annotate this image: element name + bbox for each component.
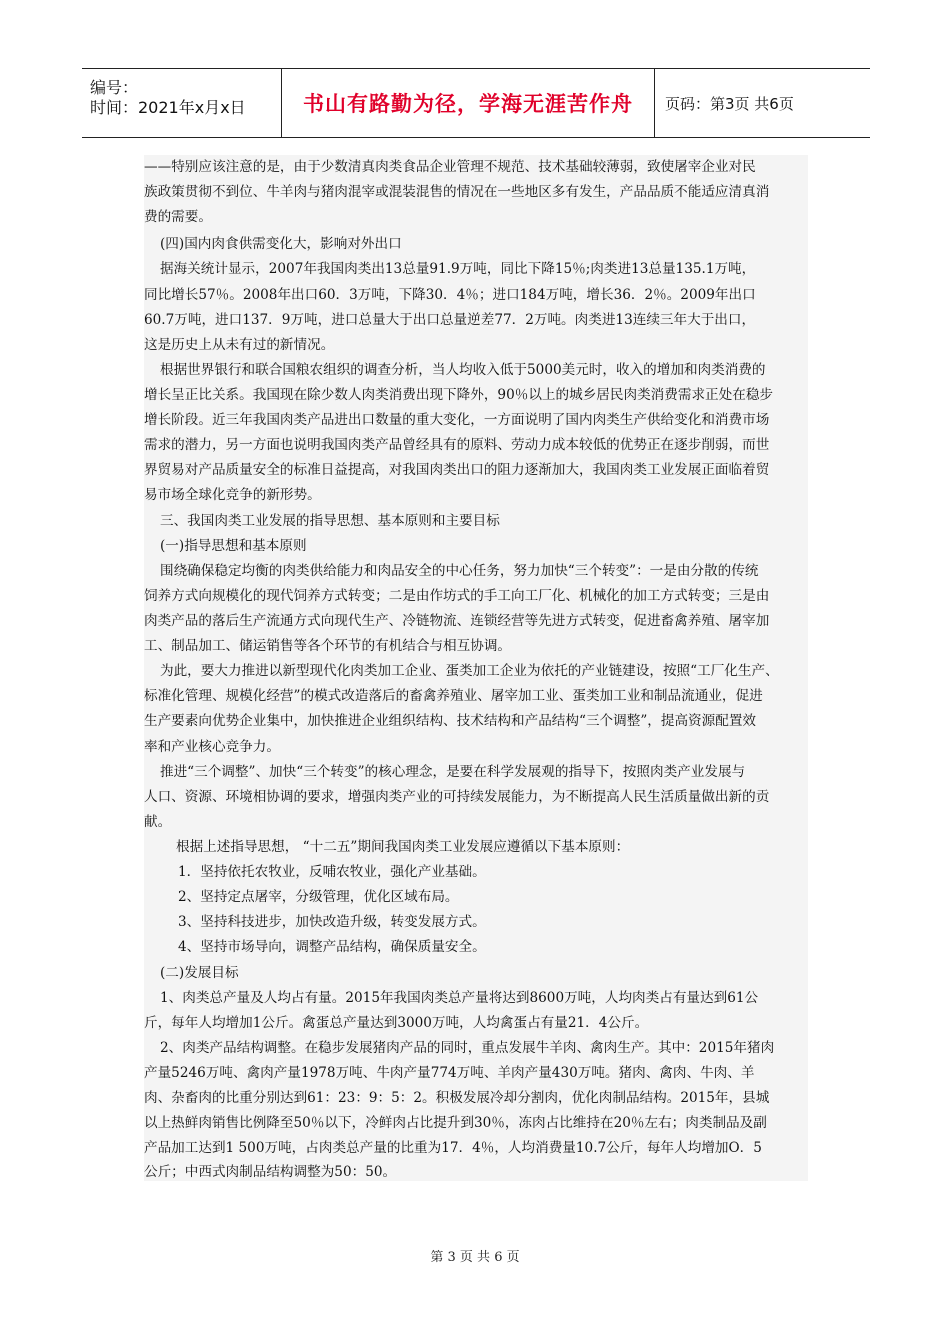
section-heading: (一)指导思想和基本原则 xyxy=(160,538,307,554)
list-item: 2、坚持定点屠宰，分级管理，优化区域布局。 xyxy=(178,889,459,905)
text-line: 饲养方式向规模化的现代饲养方式转变；二是由作坊式的手工向工厂化、机械化的加工方式转变；三是由 xyxy=(144,588,770,604)
text-line: 产品加工达到1 500万吨，占肉类总产量的比重为17．4％，人均消费量10.7公斤，每年人均增加O．5 xyxy=(144,1140,762,1156)
date-label: 时间：2021年x月x日 xyxy=(90,98,246,117)
list-item: 3、坚持科技进步，加快改造升级，转变发展方式。 xyxy=(178,914,486,930)
page-footer: 第 3 页 共 6 页 xyxy=(430,1250,520,1265)
list-item: 1．坚持依托农牧业，反哺农牧业，强化产业基础。 xyxy=(178,864,486,880)
text-line: 需求的潜力，另一方面也说明我国肉类产品曾经具有的原料、劳动力成本较低的优势正在逐步削弱，而世 xyxy=(144,437,770,453)
text-line: 为此，要大力推进以新型现代化肉类加工企业、蛋类加工企业为依托的产业链建设，按照“工厂化生产、 xyxy=(160,663,779,679)
text-line: 斤，每年人均增加1公斤。禽蛋总产量达到3000万吨，人均禽蛋占有量21．4公斤。 xyxy=(144,1015,649,1031)
text-line: 根据上述指导思想， “十二五”期间我国肉类工业发展应遵循以下基本原则： xyxy=(176,839,630,855)
text-line: 2、肉类产品结构调整。在稳步发展猪肉产品的同时，重点发展牛羊肉、禽肉生产。其中：2015年猪肉 xyxy=(160,1040,775,1056)
text-line: 工、制品加工、储运销售等各个环节的有机结合与相互协调。 xyxy=(144,638,512,654)
text-line: 生产要素向优势企业集中，加快推进企业组织结构、技术结构和产品结构“三个调整”，提高资源配置效 xyxy=(144,713,757,729)
section-heading: (四)国内肉食供需变化大，影响对外出口 xyxy=(160,236,402,252)
text-line: 产量5246万吨、禽肉产量1978万吨、牛肉产量774万吨、羊肉产量430万吨。猪肉、禽肉、牛肉、羊 xyxy=(144,1065,755,1081)
text-line: 肉、杂畜肉的比重分别达到61：23：9：5：2。积极发展冷却分割肉，优化肉制品结构。2015年，县城 xyxy=(144,1090,770,1106)
text-line: 据海关统计显示，2007年我国肉类出13总量91.9万吨，同比下降15％;肉类进13总量135.1万吨， xyxy=(160,261,756,277)
text-line: 肉类产品的落后生产流通方式向现代生产、冷链物流、连锁经营等先进方式转变，促进畜禽养殖、屠宰加 xyxy=(144,613,770,629)
text-line: 人口、资源、环境相协调的要求，增强肉类产业的可持续发展能力，为不断提高人民生活质量做出新的贡 xyxy=(144,789,770,805)
text-line: 根据世界银行和联合国粮农组织的调查分析，当人均收入低于5000美元时，收入的增加和肉类消费的 xyxy=(160,362,766,378)
text-line: ——特别应该注意的是，由于少数清真肉类食品企业管理不规范、技术基础较薄弱，致使屠宰企业对民 xyxy=(144,159,756,175)
motto: 书山有路勤为径，学海无涯苦作舟 xyxy=(303,92,633,116)
text-line: 增长阶段。近三年我国肉类产品进出口数量的重大变化，一方面说明了国内肉类生产供给变化和消费市场 xyxy=(144,412,770,428)
page-number-label: 页码：第3页 共6页 xyxy=(665,94,794,113)
text-line: 以上热鲜肉销售比例降至50％以下，冷鲜肉占比提升到30％，冻肉占比维持在20％左右；肉类制品及副 xyxy=(144,1115,767,1131)
text-line: 界贸易对产品质量安全的标准日益提高，对我国肉类出口的阻力逐渐加大，我国肉类工业发展正面临着贸 xyxy=(144,462,770,478)
text-line: 1、肉类总产量及人均占有量。2015年我国肉类总产量将达到8600万吨，人均肉类占有量达到61公 xyxy=(160,990,759,1006)
text-line: 推进“三个调整”、加快“三个转变”的核心理念，是要在科学发展观的指导下，按照肉类产业发展与 xyxy=(160,764,746,780)
text-line: 献。 xyxy=(144,814,172,830)
text-line: 易市场全球化竞争的新形势。 xyxy=(144,487,321,503)
page-header xyxy=(82,68,870,138)
section-heading: (二)发展目标 xyxy=(160,965,239,981)
text-line: 费的需要。 xyxy=(144,209,212,225)
text-line: 增长呈正比关系。我国现在除少数人肉类消费出现下降外，90％以上的城乡居民肉类消费需求正处在稳步 xyxy=(144,387,774,403)
text-line: 标准化管理、规模化经营”的模式改造落后的畜禽养殖业、屠宰加工业、蛋类加工业和制品流通业，促进 xyxy=(144,688,763,704)
text-line: 这是历史上从未有过的新情况。 xyxy=(144,337,335,353)
text-line: 族政策贯彻不到位、牛羊肉与猪肉混宰或混装混售的情况在一些地区多有发生，产品品质不能适应清真消 xyxy=(144,184,770,200)
text-line: 围绕确保稳定均衡的肉类供给能力和肉品安全的中心任务，努力加快“三个转变”：一是由分散的传统 xyxy=(160,563,759,579)
header-page-cell xyxy=(655,69,870,137)
section-heading: 三、我国肉类工业发展的指导思想、基本原则和主要目标 xyxy=(160,513,500,529)
number-label: 编号： xyxy=(90,78,139,97)
text-line: 同比增长57％。2008年出口60．3万吨，下降30．4％；进口184万吨，增长36．2％。2009年出口 xyxy=(144,287,756,303)
text-line: 60.7万吨，进口137．9万吨，进口总量大于出口总量逆差77．2万吨。肉类进13连续三年大于出口， xyxy=(144,312,756,328)
text-line: 率和产业核心竞争力。 xyxy=(144,739,280,755)
document-body xyxy=(144,155,808,1181)
header-motto-cell xyxy=(281,69,655,137)
text-line: 公斤；中西式肉制品结构调整为50：50。 xyxy=(144,1164,397,1180)
list-item: 4、坚持市场导向，调整产品结构，确保质量安全。 xyxy=(178,939,486,955)
header-meta xyxy=(82,69,280,137)
